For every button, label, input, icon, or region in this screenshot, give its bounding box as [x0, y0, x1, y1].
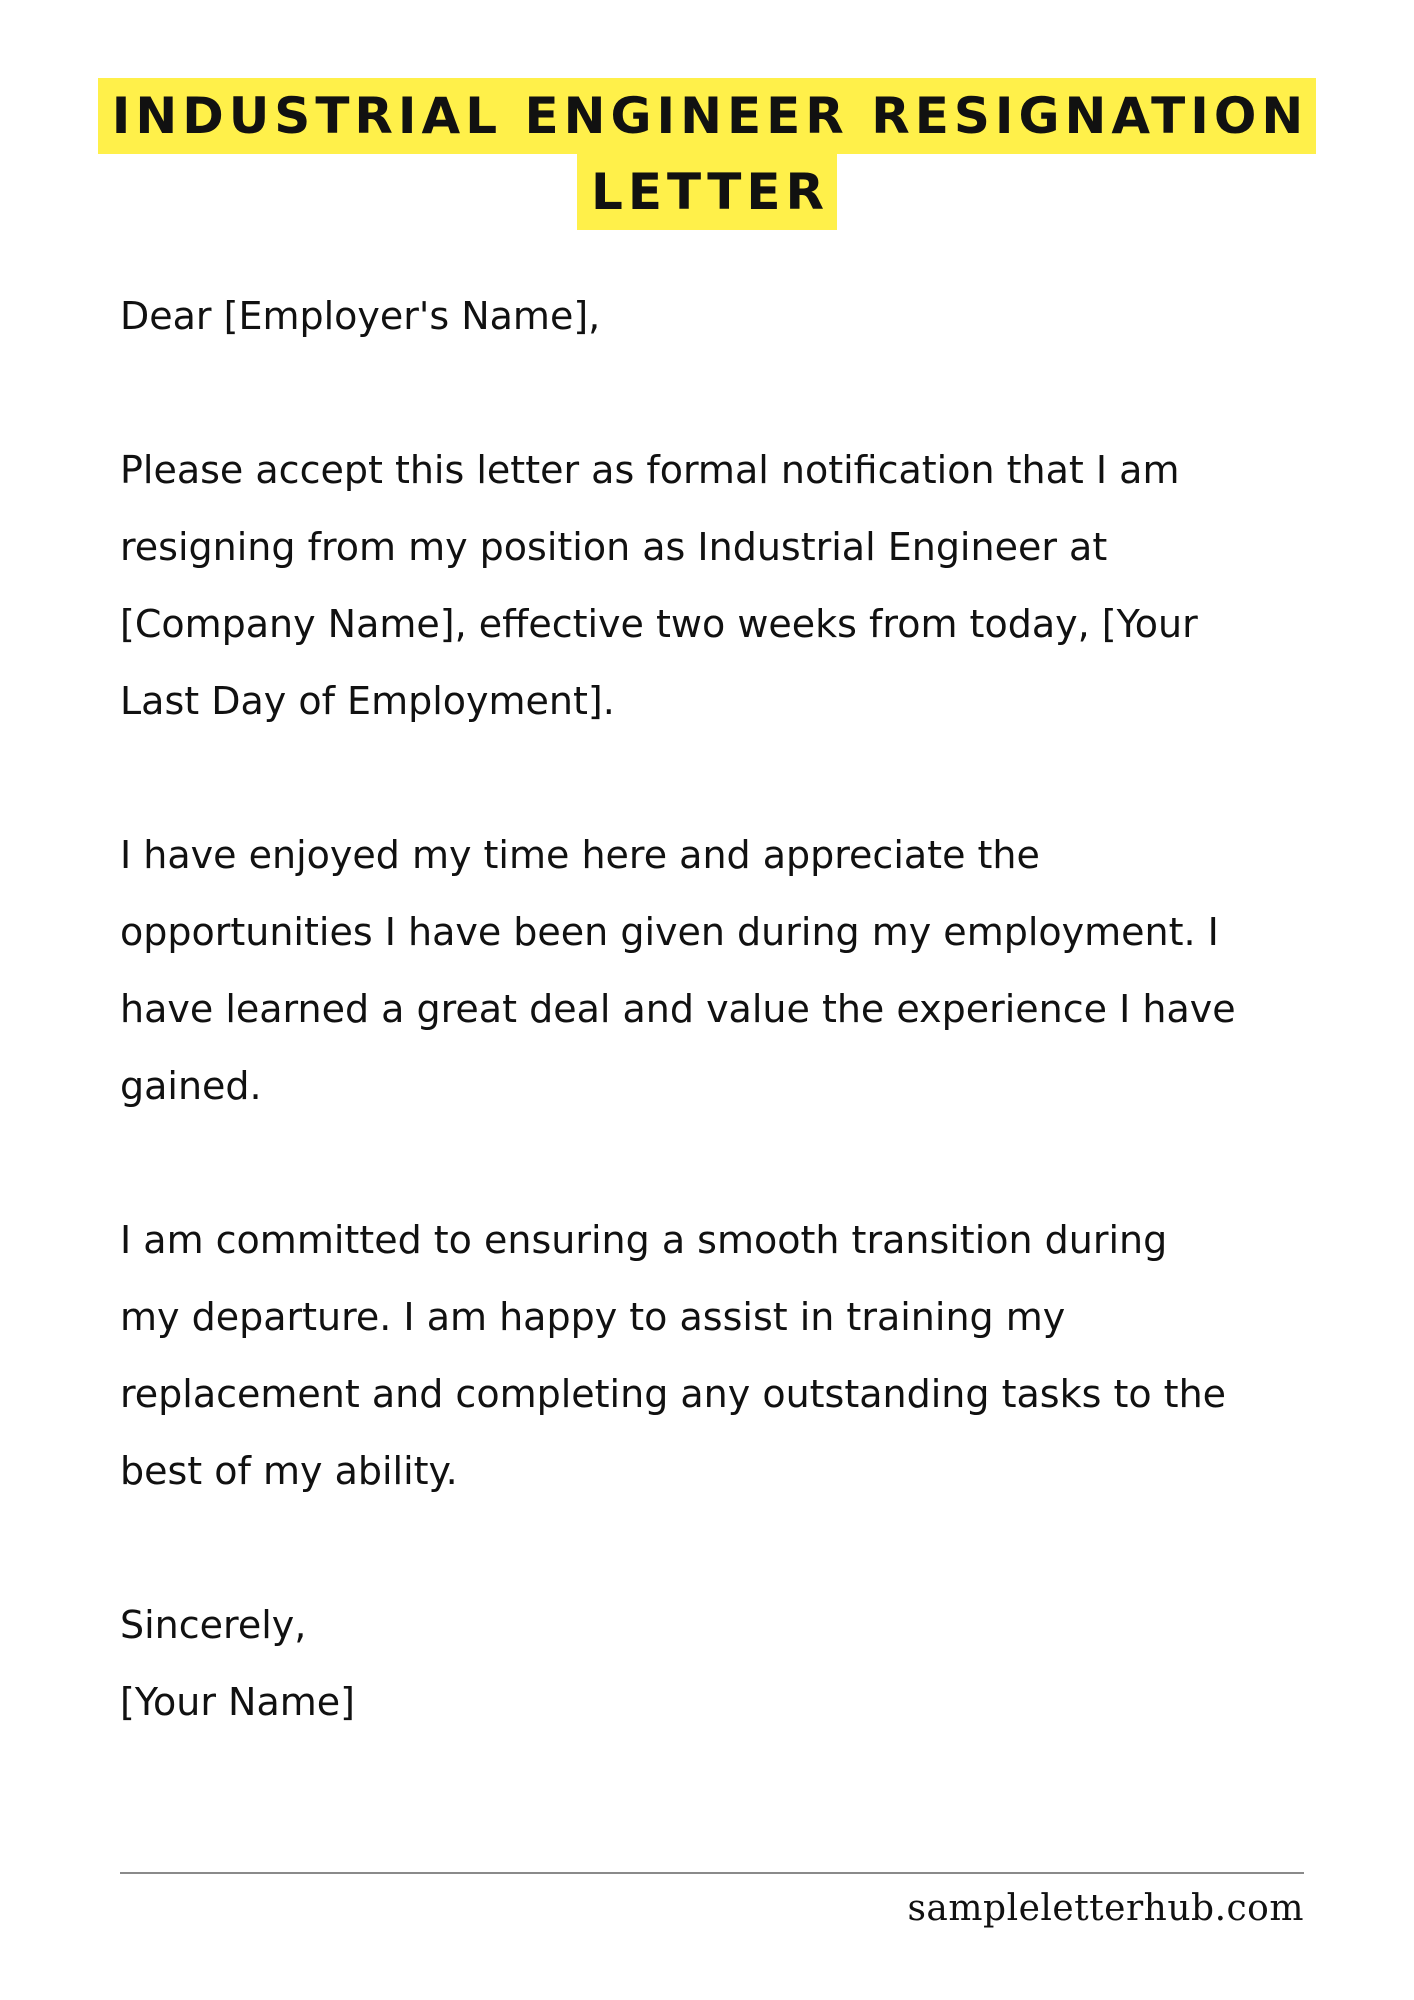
paragraph-line: Last Day of Employment].	[120, 679, 615, 723]
paragraph-line: my departure. I am happy to assist in training my	[120, 1295, 1066, 1339]
paragraph-line: Please accept this letter as formal notification that I am	[120, 448, 1180, 492]
page-title	[0, 78, 1414, 230]
paragraph-line: I am committed to ensuring a smooth transition during	[120, 1218, 1168, 1262]
paragraph-line: resigning from my position as Industrial Engineer at	[120, 525, 1108, 569]
footer-divider	[120, 1872, 1304, 1874]
paragraph-line: replacement and completing any outstanding tasks to the	[120, 1372, 1227, 1416]
title-line-1: INDUSTRIAL ENGINEER RESIGNATION	[98, 78, 1316, 154]
signature: [Your Name]	[120, 1680, 355, 1724]
closing: Sincerely,	[120, 1603, 307, 1647]
paragraph-line: best of my ability.	[120, 1449, 458, 1493]
paragraph-line: have learned a great deal and value the experience I have	[120, 987, 1236, 1031]
paragraph-gap	[120, 355, 1380, 432]
paragraph-gap	[120, 1125, 1380, 1202]
paragraph-line: opportunities I have been given during my employment. I	[120, 910, 1219, 954]
paragraph-2	[120, 817, 1380, 1125]
paragraph-1	[120, 432, 1380, 740]
paragraph-3	[120, 1202, 1380, 1510]
paragraph-gap	[120, 740, 1380, 817]
paragraph-line: [Company Name], effective two weeks from today, [Your	[120, 602, 1198, 646]
paragraph-line: I have enjoyed my time here and appreciate the	[120, 833, 1040, 877]
footer-brand: sampleletterhub.com	[907, 1888, 1304, 1929]
paragraph-gap	[120, 1510, 1380, 1587]
paragraph-line: gained.	[120, 1064, 262, 1108]
letter-body	[120, 278, 1380, 1741]
salutation: Dear [Employer's Name],	[120, 294, 601, 338]
title-line-2: LETTER	[577, 154, 837, 230]
